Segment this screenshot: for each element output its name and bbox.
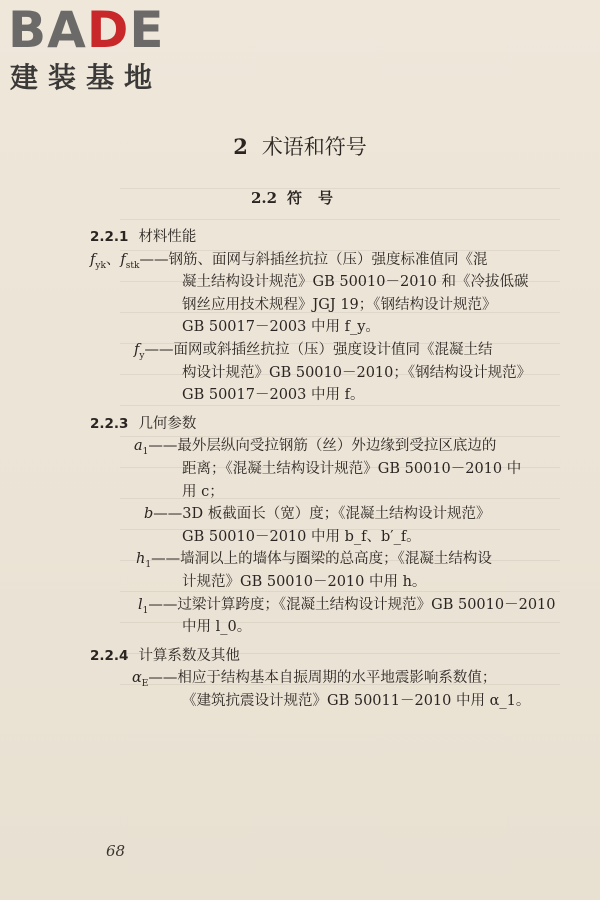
symbol-definition-line: ——墙洞以上的墙体与圈梁的总高度；《混凝土结构设 [151, 551, 492, 568]
section-number: 2.2 [250, 189, 278, 207]
page-number: 68 [106, 842, 126, 860]
symbol-definition-line: GB 50010－2010 中用 b_f、b′_f。 [182, 528, 421, 545]
symbol-definition-line: ——面网或斜插丝抗拉（压）强度设计值同《混凝土结 [144, 341, 493, 358]
symbol-definition-line: GB 50017－2003 中用 f。 [182, 387, 365, 404]
clause-number: 2.2.1 [90, 229, 129, 245]
symbol-label: $h_1$ [136, 551, 152, 571]
symbol-definition-line: ——过梁计算跨度；《混凝土结构设计规范》GB 50010－2010 [148, 596, 556, 613]
section-body [90, 226, 560, 712]
symbol-definition-line: 距离；《混凝土结构设计规范》GB 50010－2010 中 [182, 460, 522, 477]
symbol-label: $a_1$ [134, 438, 149, 458]
symbol-entry [90, 339, 560, 407]
chapter-number: 2 [233, 134, 248, 159]
symbol-entry [90, 503, 560, 548]
brand-wordmark: BADE [8, 1, 165, 59]
symbol-definition-line: 构设计规范》GB 50010－2010；《钢结构设计规范》 [182, 364, 532, 381]
chapter-title: 术语和符号 [261, 135, 367, 159]
brand-logo [8, 1, 178, 96]
clause-number: 2.2.3 [90, 415, 129, 432]
clause-title: 计算系数及其他 [138, 647, 240, 664]
clause-heading [90, 645, 560, 668]
symbol-label: $f_y$ [134, 341, 145, 361]
section-title: 符号 [287, 189, 350, 207]
symbol-label: $\alpha_E$ [132, 670, 149, 690]
clause-heading [90, 226, 560, 249]
clause-title: 材料性能 [138, 229, 197, 245]
chapter-heading [0, 133, 600, 161]
clause-heading [90, 413, 560, 436]
symbol-definition-line: ——钢筋、面网与斜插丝抗拉（压）强度标准值同《混 [139, 251, 488, 268]
symbol-label: $l_1$ [138, 596, 149, 616]
symbol-entry [90, 548, 560, 593]
brand-chinese-name: 建装基地 [10, 61, 163, 94]
section-heading [0, 187, 600, 209]
symbol-definition-line: GB 50017－2003 中用 f_y。 [182, 319, 380, 336]
symbol-definition-line: 中用 l_0。 [182, 619, 252, 636]
symbol-definition-line: 钢丝应用技术规程》JGJ 19；《钢结构设计规范》 [182, 296, 497, 313]
symbol-label: b [144, 506, 154, 523]
symbol-entry [90, 435, 560, 503]
symbol-definition-line: ——最外层纵向受拉钢筋（丝）外边缘到受拉区底边的 [148, 438, 497, 455]
symbol-entry [90, 594, 560, 639]
symbol-entry [90, 667, 560, 712]
clause-title: 几何参数 [138, 415, 197, 432]
symbol-definition-line: 计规范》GB 50010－2010 中用 h。 [182, 573, 427, 590]
clause-number: 2.2.4 [90, 647, 129, 664]
symbol-definition-line: 用 c； [182, 483, 224, 500]
symbol-definition-line: ——相应于结构基本自振周期的水平地震影响系数值； [148, 670, 497, 687]
symbol-definition-line: 《建筑抗震设计规范》GB 50011－2010 中用 α_1。 [182, 692, 531, 709]
symbol-entry [90, 249, 560, 339]
symbol-definition-line: ——3D 板截面长（宽）度；《混凝土结构设计规范》 [153, 506, 491, 523]
symbol-definition-line: 凝土结构设计规范》GB 50010－2010 和《冷拔低碳 [182, 274, 529, 291]
symbol-label: $f_{yk}$、$f_{stk}$ [90, 251, 140, 271]
